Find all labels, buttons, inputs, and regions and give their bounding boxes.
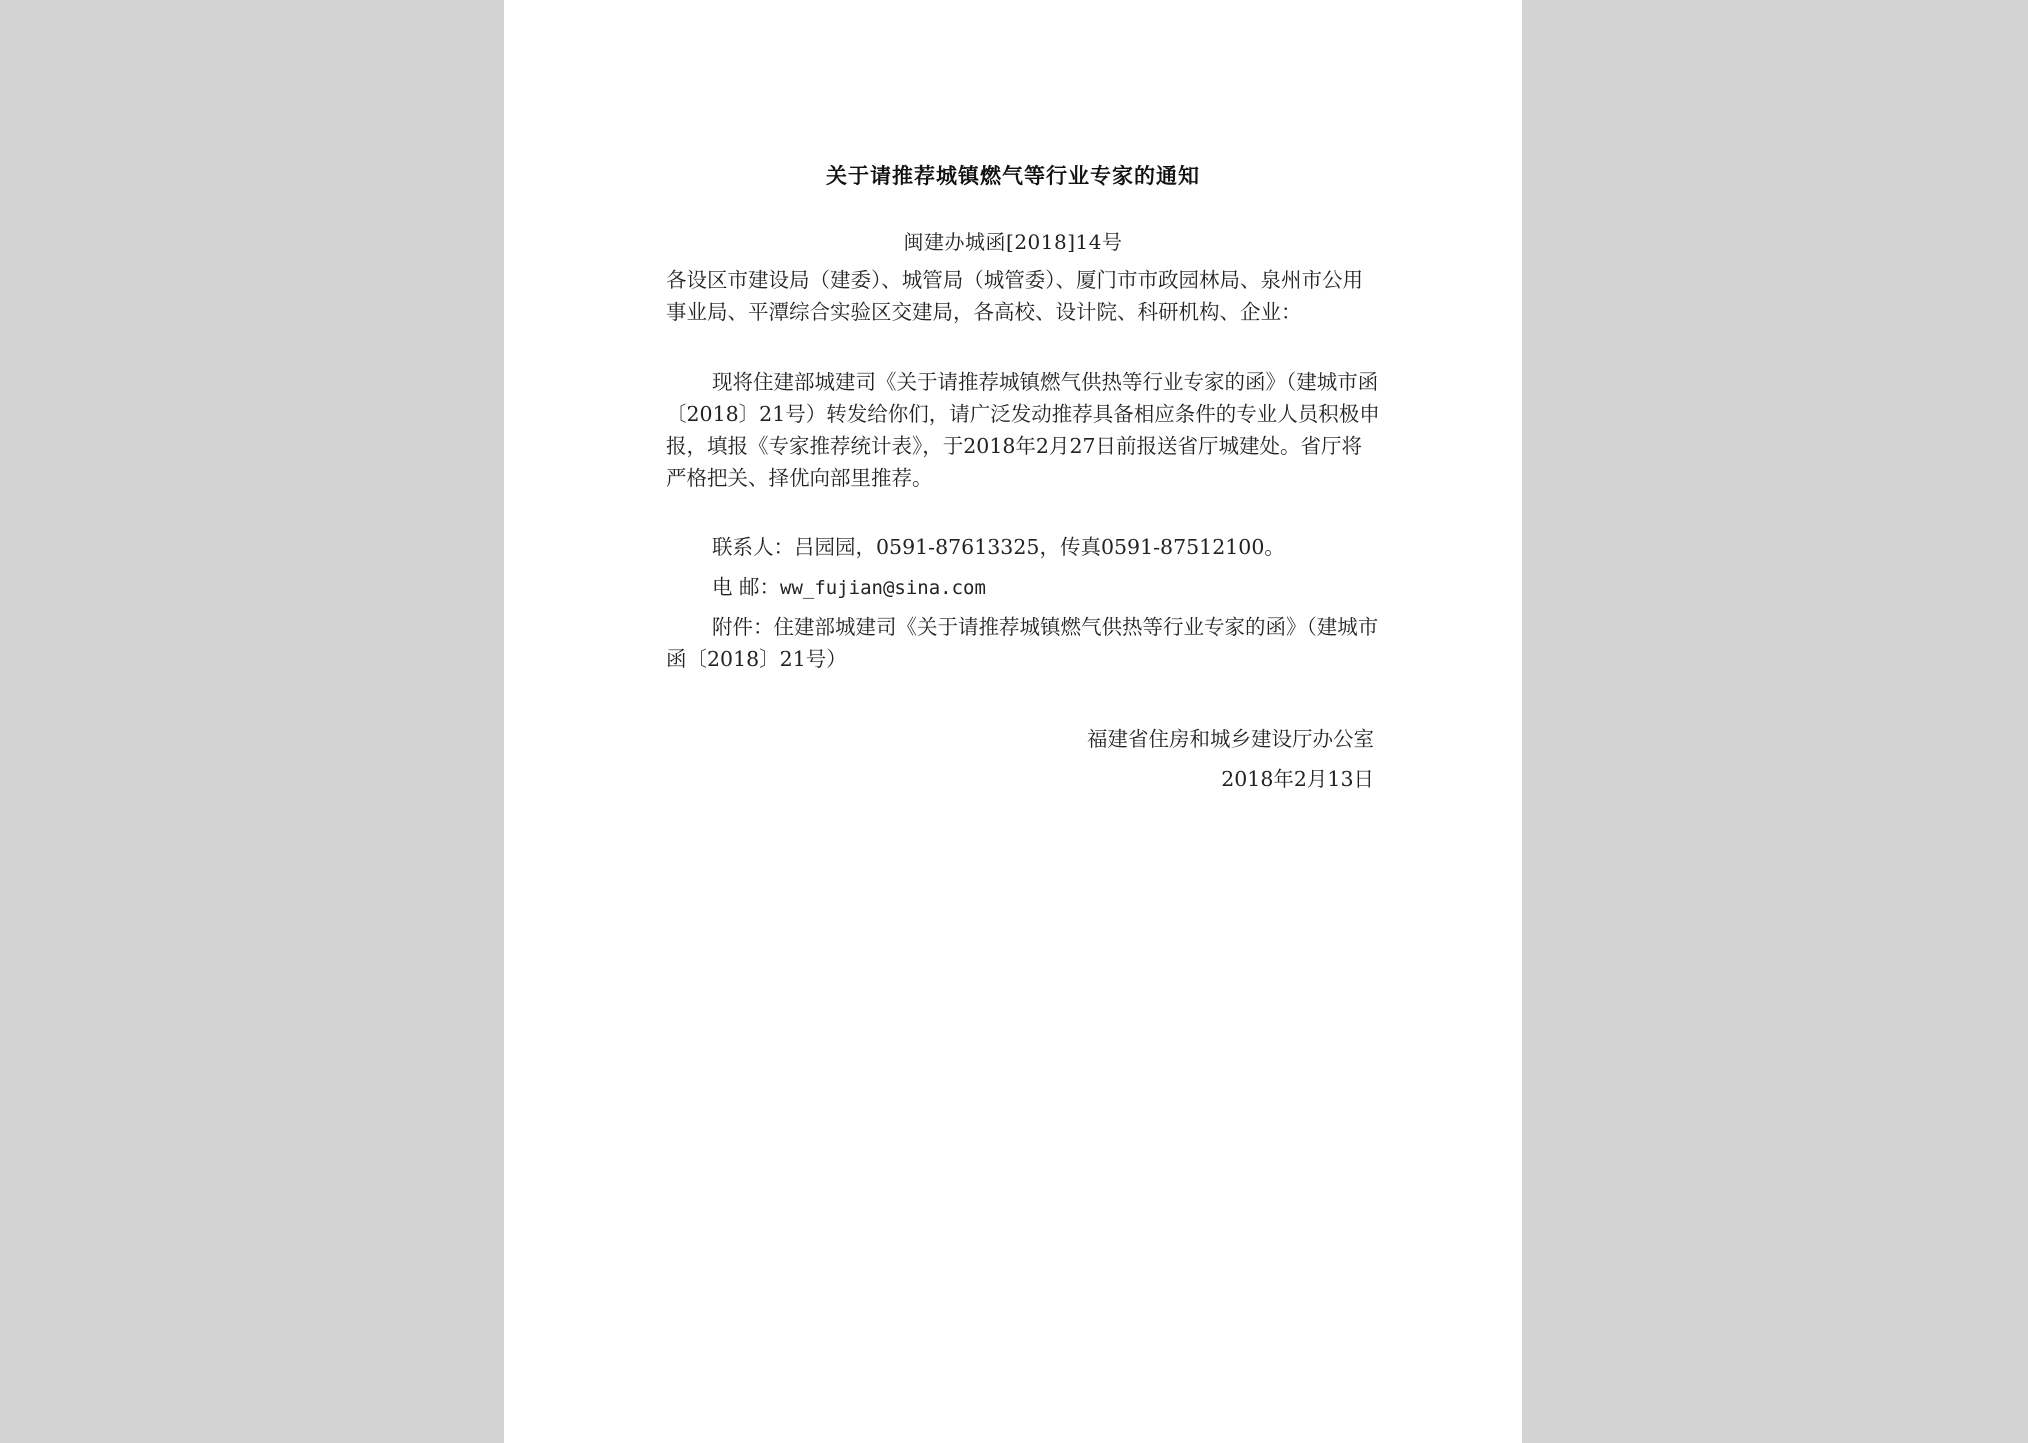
signature-date: 2018年2月13日 bbox=[1221, 767, 1374, 791]
document-title: 关于请推荐城镇燃气等行业专家的通知 bbox=[826, 164, 1200, 188]
document-number: 闽建办城函[2018]14号 bbox=[903, 230, 1123, 254]
main-paragraph: 现将住建部城建司《关于请推荐城镇燃气供热等行业专家的函》（建城市函〔2018〕21号）转发给你们，请广泛发动推荐具备相应条件的专业人员积极申报，填报《专家推荐统计表》，于2018年2月27日前报送省厅城建处。省厅将严格把关、择优向部里推荐。 bbox=[666, 370, 1380, 490]
contact-line: 联系人：吕园园，0591-87613325，传真0591-87512100。 bbox=[712, 535, 1285, 559]
addressee-paragraph: 各设区市建设局（建委）、城管局（城管委）、厦门市市政园林局、泉州市公用事业局、平潭综合实验区交建局，各高校、设计院、科研机构、企业： bbox=[666, 268, 1363, 324]
document-page bbox=[504, 0, 1522, 1443]
attachment-paragraph: 附件：住建部城建司《关于请推荐城镇燃气供热等行业专家的函》（建城市函〔2018〕21号） bbox=[666, 615, 1379, 671]
email-address: ww_fujian@sina.com bbox=[780, 577, 986, 599]
signature-organization: 福建省住房和城乡建设厅办公室 bbox=[1087, 727, 1374, 751]
email-line bbox=[666, 571, 1381, 604]
email-label: 电 邮： bbox=[712, 575, 781, 599]
